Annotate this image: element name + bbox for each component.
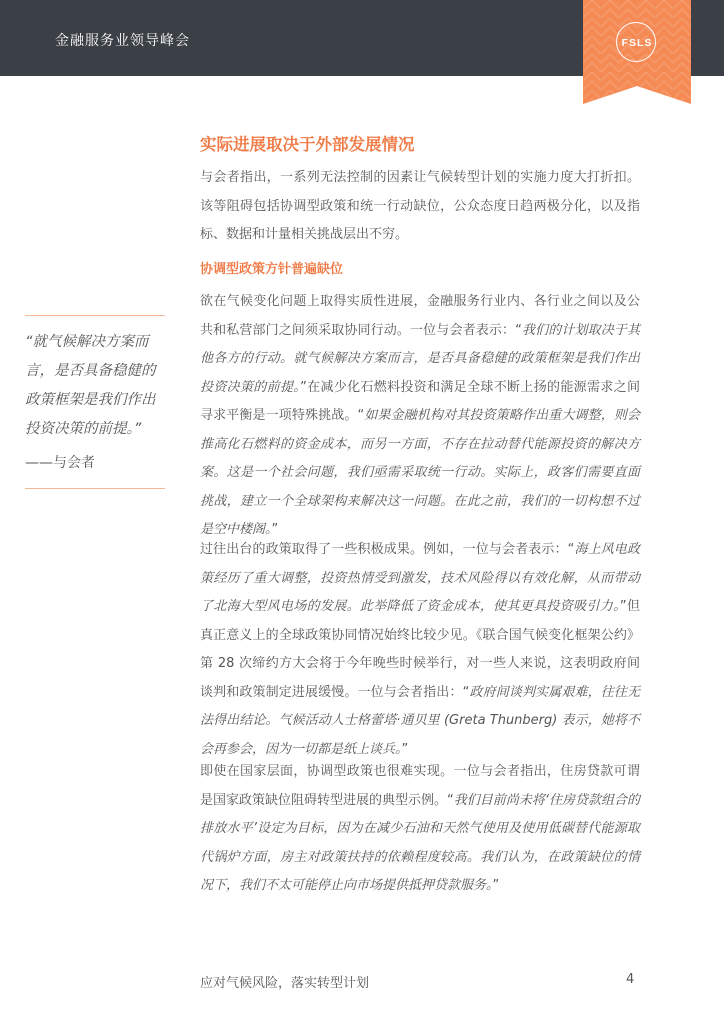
logo-text: FSLS [621, 37, 653, 49]
divider [25, 488, 165, 489]
text: 过往出台的政策取得了一些积极成果。例如，一位与会者表示：“ [200, 542, 575, 557]
page-number: 4 [626, 972, 635, 987]
text: ”但真正意义上的全球政策协同情况始终比较少见。《联合国气候变化框架公约》第 28 次缔约方大会将于今年晚些时候举行，对一些人来说，这表明政府间谈判和政策制定进展缓慢。一位与会者指出：“ [200, 599, 640, 700]
text: ” [492, 878, 500, 893]
footer-title: 应对气候风险，落实转型计划 [200, 976, 370, 991]
pull-quote-text: “就气候解决方案而言，是否具备稳健的政策框架是我们作出投资决策的前提。” [25, 334, 156, 437]
quote-text: 如果金融机构对其投资策略作出重大调整，则会推高化石燃料的资金成本，而另一方面，不存在拉动替代能源投资的解决方案。这是一个社会问题，我们亟需采取统一行动。实际上，政客们需要直面挑战，建立一个全球架构来解决这一问题。在此之前，我们的一切构想不过是空中楼阁。 [200, 408, 640, 537]
fsls-logo-ribbon [583, 0, 691, 104]
quote-text: 我们目前尚未将‘住房贷款组合的排放水平’设定为目标，因为在减少石油和天然气使用及使用低碳替代能源取代锅炉方面，房主对政策扶持的依赖程度较高。我们认为，在政策缺位的情况下，我们不太可能停止向市场提供抵押贷款服务。 [200, 792, 640, 893]
subheading: 协调型政策方针普遍缺位 [200, 262, 344, 277]
sidebar-pull-quote [25, 315, 165, 489]
quote-text: 海上风电政策经历了重大调整，投资热情受到激发，技术风险得以有效化解，从而带动了北海大型风电场的发展。此举降低了资金成本，使其更具投资吸引力。 [200, 542, 640, 614]
section-heading: 实际进展取决于外部发展情况 [200, 135, 415, 154]
paragraph-national-level [200, 758, 640, 901]
text: 即使在国家层面，协调型政策也很难实现。一位与会者指出，住房贷款可谓是国家政策缺位阻碍转型进展的典型示例。“ [200, 764, 640, 808]
pull-quote-attribution: ——与会者 [25, 455, 95, 471]
paragraph-coordination [200, 288, 640, 545]
header-title: 金融服务业领导峰会 [55, 33, 190, 49]
text: ” [401, 741, 409, 757]
text: 欲在气候变化问题上取得实质性进展，金融服务行业内、各行业之间以及公共和私营部门之间须采取协同行动。一位与会者表示：“ [200, 294, 640, 338]
quote-text: 政府间谈判实属艰难，往往无法得出结论。气候活动人士格蕾塔·通贝里 (Greta Thunberg) 表示，她将不会再参会，因为一切都是纸上谈兵。 [200, 684, 640, 757]
divider [25, 315, 165, 316]
quote-text: 我们的计划取决于其他各方的行动。就气候解决方案而言，是否具备稳健的政策框架是我们作出投资决策的前提。 [200, 322, 640, 395]
text: ” [271, 522, 279, 537]
intro-paragraph: 与会者指出，一系列无法控制的因素让气候转型计划的实施力度大打折扣。该等阻碍包括协调型政策和统一行动缺位，公众态度日趋两极分化，以及指标、数据和计量相关挑战层出不穷。 [200, 170, 640, 242]
paragraph-past-policy [200, 536, 640, 764]
text: ”在减少化石燃料投资和满足全球不断上扬的能源需求之间寻求平衡是一项特殊挑战。“ [200, 379, 640, 423]
main-content [200, 132, 640, 893]
